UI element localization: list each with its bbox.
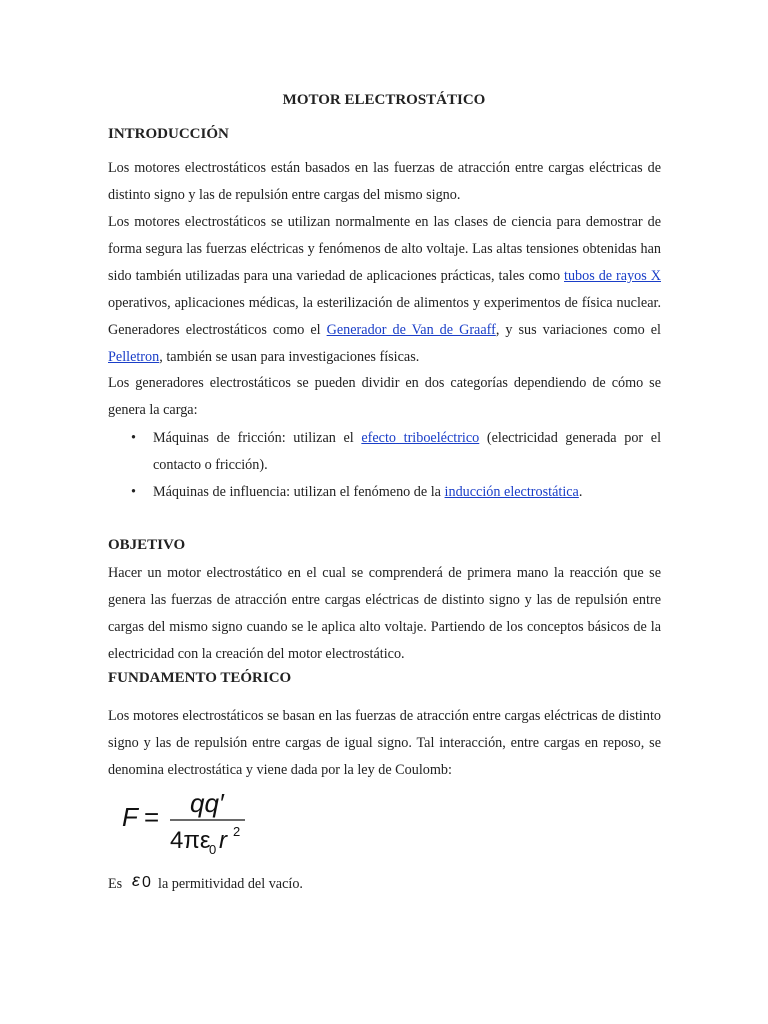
es-label: Es bbox=[108, 876, 123, 892]
permittivity-text: la permitividad del vacío. bbox=[158, 876, 303, 892]
intro-paragraph-1: Los motores electrostáticos están basados en las fuerzas de atracción entre cargas eléctricas de distinto signo y las de repulsión entre cargas del mismo signo. bbox=[108, 160, 661, 203]
document-title: MOTOR ELECTROSTÁTICO bbox=[282, 92, 486, 108]
list-item-text: (electricidad generada por el contacto o fricción). bbox=[153, 430, 662, 473]
formula-lhs: F bbox=[122, 802, 138, 832]
intro-paragraph-2 bbox=[108, 209, 661, 371]
list-item bbox=[108, 425, 661, 479]
formula-denominator-sub: 0 bbox=[209, 842, 217, 857]
list-item bbox=[108, 479, 661, 506]
link-generador-van-de-graaff[interactable]: Generador de Van de Graaff bbox=[326, 322, 496, 338]
generator-types-list bbox=[108, 425, 661, 506]
list-item-text: Máquinas de fricción: utilizan el bbox=[153, 430, 362, 446]
objetivo-heading: OBJETIVO bbox=[108, 537, 186, 553]
link-induccion-electrostatica[interactable]: inducción electrostática bbox=[444, 484, 579, 500]
link-efecto-triboelectrico[interactable]: efecto triboeléctrico bbox=[361, 430, 480, 446]
bullet-icon: • bbox=[131, 484, 136, 500]
list-item-text: Máquinas de influencia: utilizan el fenómeno de la bbox=[153, 484, 445, 500]
intro-text: , también se usan para investigaciones físicas. bbox=[159, 349, 420, 365]
formula-denominator-r: r bbox=[219, 827, 227, 854]
intro-heading: INTRODUCCIÓN bbox=[108, 126, 229, 142]
epsilon-sub: 0 bbox=[142, 874, 151, 891]
fundamento-paragraph: Los motores electrostáticos se basan en las fuerzas de atracción entre cargas eléctricas de distinto signo y las de repulsión entre cargas de igual signo. Tal interacción, entre cargas en reposo, se denomina electrostática y viene dada por la ley de Coulomb: bbox=[108, 708, 661, 778]
intro-text: Los motores electrostáticos se utilizan normalmente en las clases de ciencia para demostrar de forma segura las fuerzas eléctricas y fenómenos de alto voltaje. Las altas tensiones obtenidas han sido también utilizadas para una variedad de aplicaciones prácticas, tales como bbox=[108, 214, 661, 284]
permittivity-line bbox=[108, 866, 408, 902]
list-item-text: . bbox=[578, 484, 583, 500]
epsilon-symbol bbox=[130, 866, 160, 896]
intro-text: , y sus variaciones como el bbox=[495, 322, 661, 338]
formula-denominator-base: 4πε bbox=[170, 827, 211, 854]
formula-numerator: qq′ bbox=[190, 788, 224, 818]
objetivo-paragraph: Hacer un motor electrostático en el cual se comprenderá de primera mano la reacción que se genera las fuerzas de atracción entre cargas eléctricas de distinto signo y las de repulsión entre cargas del mismo signo cuando se le aplica alto voltaje. Partiendo de los conceptos básicos de la electricidad con la creación del motor electrostático. bbox=[108, 565, 661, 662]
bullet-icon: • bbox=[131, 430, 136, 446]
intro-text: operativos, aplicaciones médicas, la esterilización de alimentos y experimentos de física nuclear. Generadores electrostáticos como el bbox=[108, 295, 661, 338]
link-pelletron[interactable]: Pelletron bbox=[108, 349, 160, 365]
intro-paragraph-3: Los generadores electrostáticos se pueden dividir en dos categorías dependiendo de cómo se genera la carga: bbox=[108, 375, 661, 418]
fundamento-heading: FUNDAMENTO TEÓRICO bbox=[108, 670, 292, 686]
link-tubos-rayos-x[interactable]: tubos de rayos X bbox=[564, 268, 661, 284]
coulomb-formula bbox=[120, 782, 270, 862]
formula-denominator-exp: 2 bbox=[233, 824, 241, 839]
formula-equals: = bbox=[144, 802, 160, 832]
epsilon-char: ε bbox=[132, 870, 140, 890]
